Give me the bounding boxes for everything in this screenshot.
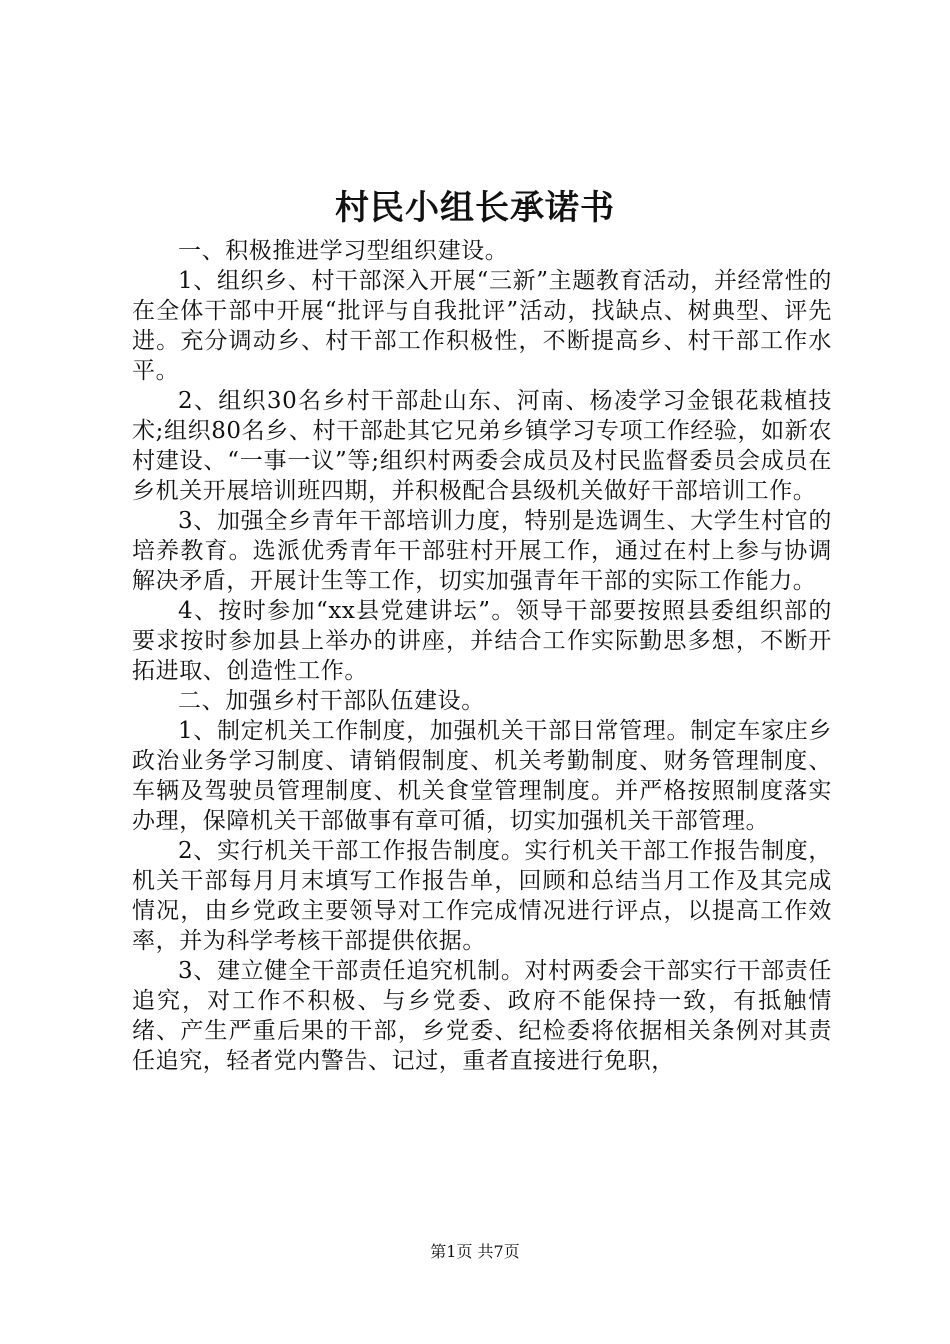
- paragraph: 1、制定机关工作制度，加强机关干部日常管理。制定车家庄乡政治业务学习制度、请销假制度、机关考勤制度、财务管理制度、车辆及驾驶员管理制度、机关食堂管理制度。并严格按照制度落实办理，保障机关干部做事有章可循，切实加强机关干部管理。: [132, 718, 832, 834]
- paragraph: 4、按时参加“xx县党建讲坛”。领导干部要按照县委组织部的要求按时参加县上举办的讲座，并结合工作实际勤思多想，不断开拓进取、创造性工作。: [132, 598, 832, 684]
- paragraph: 2、组织30名乡村干部赴山东、河南、杨凌学习金银花栽植技术;组织80名乡、村干部赴其它兄弟乡镇学习专项工作经验，如新农村建设、“一事一议”等;组织村两委会成员及村民监督委员会成员在乡机关开展培训班四期，并积极配合县级机关做好干部培训工作。: [132, 388, 832, 504]
- document-body: [132, 236, 832, 1076]
- section-heading: 一、积极推进学习型组织建设。: [178, 238, 509, 264]
- paragraph: 3、加强全乡青年干部培训力度，特别是选调生、大学生村官的培养教育。选派优秀青年干部驻村开展工作，通过在村上参与协调解决矛盾，开展计生等工作，切实加强青年干部的实际工作能力。: [132, 508, 832, 594]
- paragraph: 2、实行机关干部工作报告制度。实行机关干部工作报告制度，机关干部每月月末填写工作报告单，回顾和总结当月工作及其完成情况，由乡党政主要领导对工作完成情况进行评点，以提高工作效率，并为科学考核干部提供依据。: [132, 838, 832, 954]
- section-heading: 二、加强乡村干部队伍建设。: [178, 688, 485, 714]
- paragraph: 3、建立健全干部责任追究机制。对村两委会干部实行干部责任追究，对工作不积极、与乡党委、政府不能保持一致，有抵触情绪、产生严重后果的干部，乡党委、纪检委将依据相关条例对其责任追究，轻者党内警告、记过，重者直接进行免职，: [132, 958, 832, 1074]
- page-footer: 第1页 共7页: [430, 1242, 520, 1261]
- document-title: 村民小组长承诺书: [335, 188, 615, 228]
- paragraph: 1、组织乡、村干部深入开展“三新”主题教育活动，并经常性的在全体干部中开展“批评与自我批评”活动，找缺点、树典型、评先进。充分调动乡、村干部工作积极性，不断提高乡、村干部工作水平。: [132, 268, 832, 384]
